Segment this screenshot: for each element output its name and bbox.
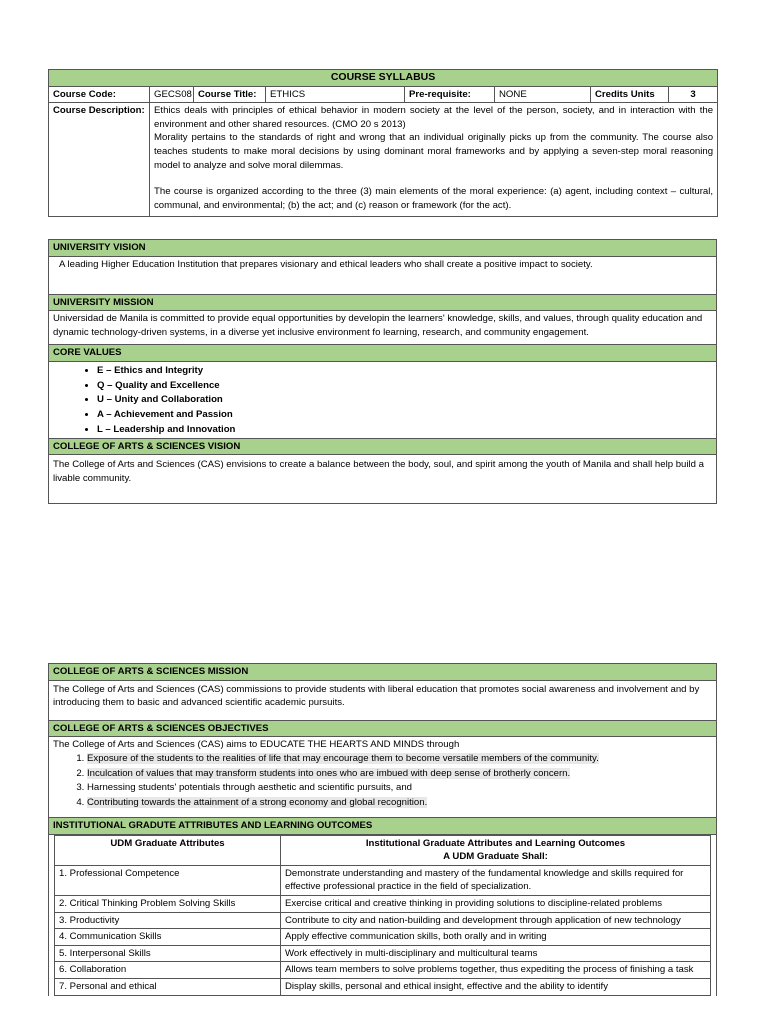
core-values-list-cell xyxy=(49,361,717,438)
description-paragraph-1: Ethics deals with principles of ethical behavior in modern society at the level of the person, society, and in interaction with the environment and other shared resources. (CMO 20 s 2013) xyxy=(154,105,714,130)
outcome-cell: Contribute to city and nation-building and development through application of new technology xyxy=(281,912,711,929)
prereq-label: Pre-requisite: xyxy=(405,86,495,103)
course-title-label: Course Title: xyxy=(194,86,266,103)
course-syllabus-table xyxy=(48,69,718,217)
attributes-col-header: UDM Graduate Attributes xyxy=(55,835,281,865)
core-values-header: CORE VALUES xyxy=(49,345,717,362)
university-mission-text: Universidad de Manila is committed to provide equal opportunities by developin the learners' knowledge, skills, and values, through quality education and dynamic technology-driven systems, in a diverse yet inclusive environment fo learning, research, and community engagement. xyxy=(49,311,717,345)
course-code-value: GECS08 xyxy=(150,86,194,103)
cas-objectives-intro: The College of Arts and Sciences (CAS) aims to EDUCATE THE HEARTS AND MINDS through xyxy=(53,739,460,751)
core-value-item: • U – Unity and Collaboration xyxy=(97,393,712,408)
table-row xyxy=(55,912,711,929)
cas-vision-header: COLLEGE OF ARTS & SCIENCES VISION xyxy=(49,438,717,455)
outcome-cell: Demonstrate understanding and mastery of the fundamental knowledge and skills required for effective professional practice in the field of specialization. xyxy=(281,865,711,895)
credits-label: Credits Units xyxy=(591,86,669,103)
table-row xyxy=(55,945,711,962)
core-value-item: • Q – Quality and Excellence xyxy=(97,379,712,394)
cas-objectives-header: COLLEGE OF ARTS & SCIENCES OBJECTIVES xyxy=(49,720,717,737)
attribute-cell: 6. Collaboration xyxy=(55,962,281,979)
college-info-table xyxy=(48,663,717,996)
course-description xyxy=(150,103,718,217)
outcomes-col-header xyxy=(281,835,711,865)
attributes-table xyxy=(54,835,711,996)
cas-vision-text: The College of Arts and Sciences (CAS) envisions to create a balance between the body, soul, and spirit among the youth of Manila and shall help build a livable community. xyxy=(49,455,717,504)
institution-info-table xyxy=(48,239,717,504)
course-title-value: ETHICS xyxy=(266,86,405,103)
table-row xyxy=(55,865,711,895)
attribute-cell: 7. Personal and ethical xyxy=(55,978,281,995)
attribute-cell: 2. Critical Thinking Problem Solving Skills xyxy=(55,895,281,912)
outcome-cell: Allows team members to solve problems together, thus expediting the process of finishing a task xyxy=(281,962,711,979)
description-paragraph-2: Morality pertains to the standards of right and wrong that an individual originally picks up from the community. The course also teaches students to make moral decisions by using dominant moral frameworks and by applying a seven-step moral reasoning model to analyze and solve moral dilemmas. xyxy=(154,132,714,171)
syllabus-title: COURSE SYLLABUS xyxy=(49,70,718,87)
attributes-wrap xyxy=(49,834,717,995)
course-code-label: Course Code: xyxy=(49,86,150,103)
cas-objectives-cell xyxy=(49,737,717,818)
attribute-cell: 4. Communication Skills xyxy=(55,929,281,946)
attribute-cell: 1. Professional Competence xyxy=(55,865,281,895)
outcome-cell: Work effectively in multi-disciplinary and multicultural teams xyxy=(281,945,711,962)
table-row xyxy=(55,895,711,912)
description-paragraph-3: The course is organized according to the three (3) main elements of the moral experience: (a) agent, including context – cultural, communal, and environmental; (b) the act; and (c) reason or framework (for the act). xyxy=(154,186,714,211)
objective-item xyxy=(87,767,712,782)
cas-mission-text: The College of Arts and Sciences (CAS) commissions to provide students with liberal education that promotes social awareness and involvement and by introducing them to basic and advanced scientific academic pursuits. xyxy=(49,680,717,720)
credits-value: 3 xyxy=(669,86,718,103)
table-row xyxy=(55,978,711,995)
cas-objectives-list xyxy=(53,752,712,811)
outcome-cell: Display skills, personal and ethical insight, effective and the ability to identify xyxy=(281,978,711,995)
attributes-header: INSTITUTIONAL GRADUTE ATTRIBUTES AND LEARNING OUTCOMES xyxy=(49,817,717,834)
course-description-label: Course Description: xyxy=(49,103,150,217)
objective-item xyxy=(87,752,712,767)
attribute-cell: 5. Interpersonal Skills xyxy=(55,945,281,962)
table-row xyxy=(55,962,711,979)
objective-text: Harnessing students' potentials through aesthetic and scientific pursuits, and xyxy=(87,782,413,794)
attribute-cell: 3. Productivity xyxy=(55,912,281,929)
cas-mission-header: COLLEGE OF ARTS & SCIENCES MISSION xyxy=(49,664,717,681)
core-values-list xyxy=(53,364,712,438)
core-value-item: • A – Achievement and Passion xyxy=(97,408,712,423)
core-value-item: • L – Leadership and Innovation xyxy=(97,423,712,438)
university-vision-header: UNIVERSITY VISION xyxy=(49,240,717,257)
objective-text: Exposure of the students to the realities of life that may encourage them to become versatile members of the community. xyxy=(87,752,599,764)
core-value-item: • E – Ethics and Integrity xyxy=(97,364,712,379)
table-row xyxy=(55,929,711,946)
outcomes-col-header-line1: Institutional Graduate Attributes and Learning Outcomes xyxy=(365,837,626,849)
outcomes-col-header-line2: A UDM Graduate Shall: xyxy=(443,851,548,863)
objective-item xyxy=(87,781,712,796)
objective-item xyxy=(87,796,712,811)
objective-text: Inculcation of values that may transform students into ones who are imbued with deep sense of brotherly concern. xyxy=(87,767,571,779)
outcome-cell: Apply effective communication skills, both orally and in writing xyxy=(281,929,711,946)
objective-text: Contributing towards the attainment of a strong economy and global recognition. xyxy=(87,797,428,809)
outcome-cell: Exercise critical and creative thinking in providing solutions to discipline-related problems xyxy=(281,895,711,912)
prereq-value: NONE xyxy=(495,86,591,103)
university-mission-header: UNIVERSITY MISSION xyxy=(49,294,717,311)
university-vision-text: A leading Higher Education Institution that prepares visionary and ethical leaders who shall create a positive impact to society. xyxy=(49,256,717,294)
